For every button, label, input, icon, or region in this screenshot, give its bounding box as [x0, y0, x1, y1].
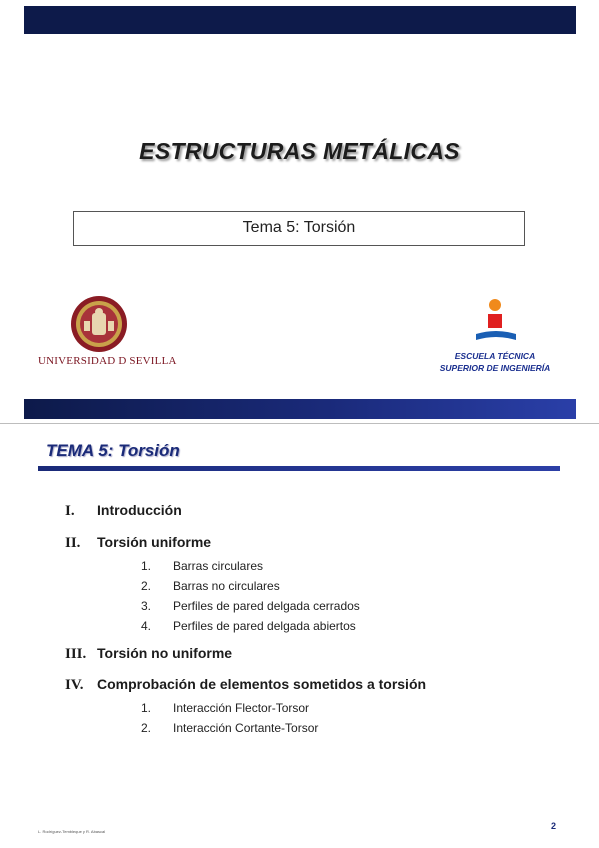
page-number: 2 — [551, 821, 557, 831]
list-item — [141, 701, 309, 715]
escuela-tecnica-logo-icon — [474, 298, 518, 346]
main-title: ESTRUCTURAS METÁLICAS — [139, 138, 460, 164]
item-number: 1. — [141, 701, 152, 715]
section-number: III. — [65, 646, 87, 662]
section-torsion-uniforme — [65, 534, 211, 552]
eti-caption-line1: ESCUELA TÉCNICA — [454, 351, 536, 361]
contents-slide — [0, 424, 599, 848]
list-item — [141, 579, 280, 593]
section-label: Torsión uniforme — [97, 534, 212, 550]
section-number: I. — [65, 503, 75, 519]
item-label: Perfiles de pared delgada cerrados — [173, 599, 360, 613]
list-item — [141, 559, 263, 573]
section-torsion-no-uniforme — [65, 645, 232, 663]
section-number: IV. — [65, 677, 84, 693]
item-label: Perfiles de pared delgada abiertos — [173, 619, 356, 633]
header-bar — [24, 6, 576, 34]
item-number: 1. — [141, 559, 152, 573]
item-label: Barras circulares — [173, 559, 264, 573]
section-introduccion — [65, 502, 182, 520]
universidad-sevilla-caption: UNIVERSIDAD D SEVILLA — [38, 355, 177, 367]
item-label: Interacción Flector-Torsor — [173, 701, 310, 715]
item-label: Barras no circulares — [173, 579, 280, 593]
list-item — [141, 599, 360, 613]
subtitle: Tema 5: Torsión — [242, 219, 356, 236]
item-number: 3. — [141, 599, 152, 613]
eti-caption-line2: SUPERIOR DE INGENIERÍA — [439, 363, 551, 373]
title-underline — [38, 466, 560, 471]
footer-author: L. Rodríguez-Tembleque y R. Abascal — [38, 829, 106, 834]
subtitle-box — [73, 211, 525, 246]
section-label: Torsión no uniforme — [97, 645, 233, 661]
item-number: 4. — [141, 619, 152, 633]
item-number: 2. — [141, 579, 152, 593]
item-number: 2. — [141, 721, 152, 735]
escuela-tecnica-caption — [420, 350, 570, 374]
section-label: Introducción — [97, 502, 182, 518]
universidad-sevilla-seal-icon — [70, 295, 128, 353]
slide-title: TEMA 5: Torsión — [46, 441, 180, 460]
footer-bar — [24, 399, 576, 419]
section-comprobacion — [65, 676, 426, 694]
section-number: II. — [65, 535, 81, 551]
item-label: Interacción Cortante-Torsor — [173, 721, 319, 735]
section-label: Comprobación de elementos sometidos a torsión — [97, 676, 427, 692]
list-item — [141, 721, 318, 735]
list-item — [141, 619, 356, 633]
